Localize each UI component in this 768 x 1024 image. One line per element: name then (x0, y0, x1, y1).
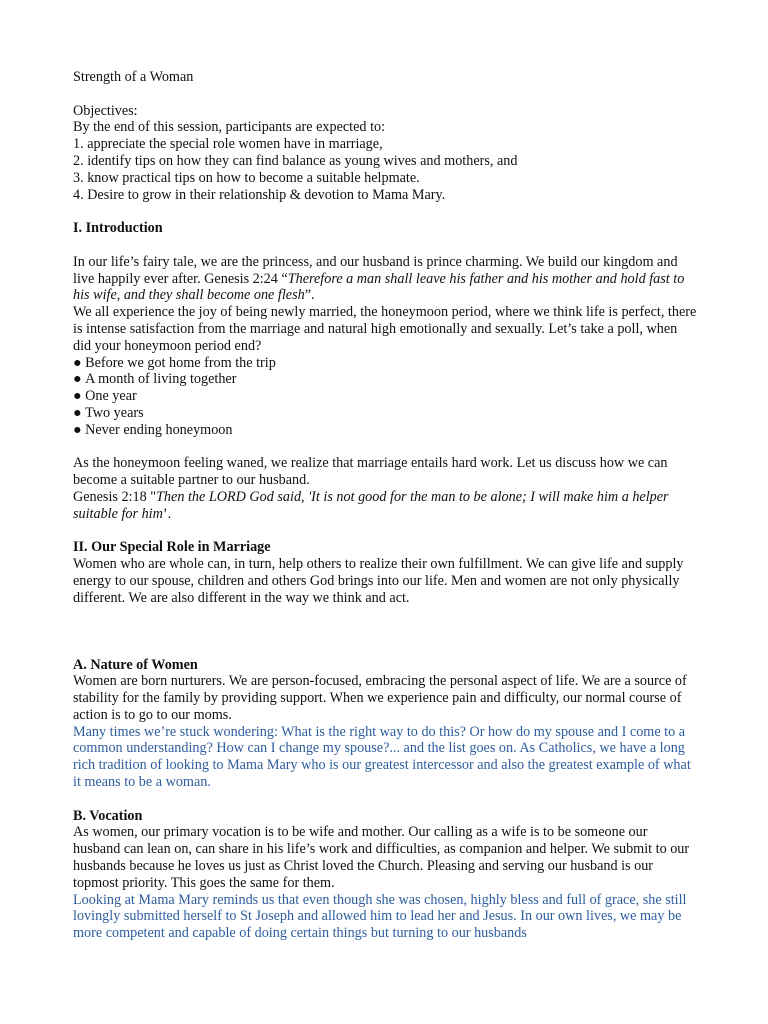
genesis-2-24-quote: Therefore a man shall leave his father and his mother and hold fast to his wife, and they shall become one flesh (73, 270, 685, 304)
subsection-heading-nature: A. Nature of Women (73, 656, 198, 673)
vocation-paragraph: As women, our primary vocation is to be wife and mother. Our calling as a wife is to be someone our husband can lean on, can share in his life’s work and difficulties, as companion and helper. We submit to our husbands because he loves us just as Christ loved the Church. Pleasing and serving our husband is our topmost priority. This goes the same for them. (73, 824, 690, 891)
poll-list (73, 355, 698, 439)
intro-paragraph (73, 254, 698, 304)
document-body (73, 69, 698, 942)
nature-mary-paragraph: Many times we’re stuck wondering: What is the right way to do this? Or how do my spouse and I come to a common understanding? How can I change my spouse?... and the list goes on. As Catholics, we have a long rich tradition of looking to Mama Mary who is our greatest intercessor and also the greatest example of what it means to be a woman. (73, 723, 691, 791)
objectives-heading: Objectives: (73, 102, 138, 119)
poll-option: ● Never ending honeymoon (73, 422, 698, 439)
poll-option: ● One year (73, 388, 698, 405)
genesis-2-18-quote: Then the LORD God said, 'It is not good for the man to be alone; I will make him a helper suitable for him (73, 488, 669, 522)
objective-item: 1. appreciate the special role women have in marriage, (73, 136, 383, 153)
section-heading-special-role: II. Our Special Role in Marriage (73, 539, 271, 556)
poll-option: ● Before we got home from the trip (73, 355, 698, 372)
subsection-heading-vocation: B. Vocation (73, 807, 143, 824)
document-title: Strength of a Woman (73, 69, 194, 85)
genesis-ref: Genesis 2:18 " (73, 488, 157, 505)
genesis-2-18-paragraph (73, 489, 698, 523)
poll-option: ● Two years (73, 405, 698, 422)
honeymoon-paragraph: We all experience the joy of being newly married, the honeymoon period, where we think life is perfect, there is intense satisfaction from the marriage and natural high emotionally and sexually. Let’s take a poll, when did your honeymoon period end? (73, 304, 697, 354)
nature-paragraph: Women are born nurturers. We are person-focused, embracing the personal aspect of life. We are a source of stability for the family by providing support. When we experience pain and difficulty, our normal course of action is to go to our moms. (73, 673, 687, 723)
quote-end: ’. (162, 505, 172, 522)
vocation-mary-paragraph: Looking at Mama Mary reminds us that even though she was chosen, highly bless and full of grace, she still lovingly submitted herself to St Joseph and allowed him to lead her and Jesus. In our own lives, we may be more competent and capable of doing certain things but turning to our husbands (73, 891, 687, 942)
poll-option: ● A month of living together (73, 371, 698, 388)
objective-item: 2. identify tips on how they can find balance as young wives and mothers, and (73, 152, 518, 169)
objectives-lead: By the end of this session, participants are expected to: (73, 119, 386, 136)
special-role-paragraph: Women who are whole can, in turn, help others to realize their own fulfillment. We can give life and supply energy to our spouse, children and others God brings into our life. Men and women are not only physically different. We are also different in the way we think and act. (73, 556, 684, 606)
quote-end: ”. (304, 287, 315, 304)
section-heading-introduction: I. Introduction (73, 220, 163, 237)
hard-work-paragraph: As the honeymoon feeling waned, we realize that marriage entails hard work. Let us discuss how we can become a suitable partner to our husband. (73, 455, 668, 489)
objective-item: 4. Desire to grow in their relationship & devotion to Mama Mary. (73, 186, 446, 203)
intro-text: In our life’s fairy tale, we are the princess, and our husband is prince charming. We build our kingdom and live happily ever after. Genesis 2:24 “ (73, 253, 678, 287)
objective-item: 3. know practical tips on how to become a suitable helpmate. (73, 169, 420, 186)
